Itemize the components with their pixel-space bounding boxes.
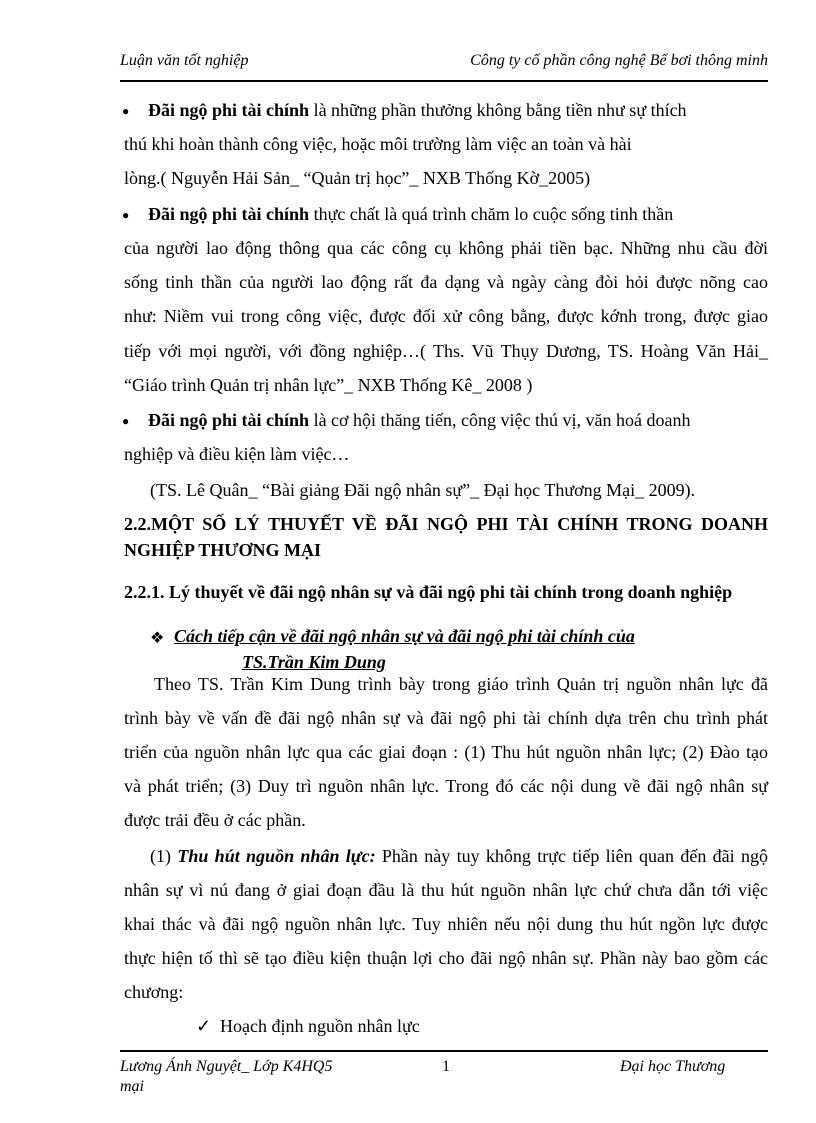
footer-right: Đại học Thương bbox=[620, 1058, 726, 1075]
paragraph-1-line-5: được trải đều ở các phần. bbox=[124, 810, 306, 830]
header-right: Công ty cổ phần công nghệ Bể bơi thông minh bbox=[470, 52, 768, 69]
paragraph-2-prefix: (1) bbox=[150, 846, 178, 866]
bullet-2-text: thực chất là quá trình chăm lo cuộc sống tinh thần bbox=[309, 204, 674, 224]
bullet-2-line-2: của người lao động thông qua các công cụ không phải tiền bạc. Những nhu cầu đời bbox=[124, 238, 768, 258]
bullet-3-term: Đãi ngộ phi tài chính bbox=[148, 410, 310, 430]
bullet-1-line-3: lòng.( Nguyễn Hải Sản_ “Quản trị học”_ NXB Thống Kờ_2005) bbox=[124, 168, 591, 188]
approach-heading-line-1: Cách tiếp cận về đãi ngộ nhân sự và đãi ngộ phi tài chính của bbox=[174, 626, 635, 646]
paragraph-2-term: Thu hút nguồn nhân lực: bbox=[177, 846, 376, 866]
page-header bbox=[120, 52, 768, 82]
bullet-2-term: Đãi ngộ phi tài chính bbox=[148, 204, 310, 224]
paragraph-1-line-3: triển của nguồn nhân lực qua các giai đoạn : (1) Thu hút nguồn nhân lực; (2) Đào tạo bbox=[124, 742, 768, 762]
bullet-3-citation: (TS. Lê Quân_ “Bài giảng Đãi ngộ nhân sự”_ Đại học Thương Mại_ 2009). bbox=[150, 480, 696, 500]
paragraph-1-line-4: và phát triển; (3) Duy trì nguồn nhân lực. Trong đó các nội dung về đãi ngộ nhân sự bbox=[124, 776, 768, 796]
bullet-1-text: là những phần thưởng không bằng tiền như sự thích bbox=[309, 100, 687, 120]
bullet-icon: ● bbox=[122, 208, 130, 222]
section-heading-line-1: 2.2.MỘT SỐ LÝ THUYẾT VỀ ĐÃI NGỘ PHI TÀI CHÍNH TRONG DOANH bbox=[124, 514, 768, 534]
paragraph-1-line-1: Theo TS. Trần Kim Dung trình bày trong giáo trình Quản trị nguồn nhân lực đã bbox=[154, 674, 768, 694]
paragraph-2-line-1 bbox=[150, 846, 768, 866]
bullet-2-line-1 bbox=[124, 204, 673, 224]
bullet-1-line-1 bbox=[124, 100, 687, 120]
paragraph-1-line-2: trình bày về vấn đề đãi ngộ nhân sự và đãi ngộ phi tài chính dựa trên chu trình phát bbox=[124, 708, 768, 728]
footer-left-cont: mại bbox=[120, 1078, 144, 1095]
paragraph-2-line-4: thực hiện tố thì sẽ tạo điều kiện thuận lợi cho đãi ngộ nhân sự. Phần này bao gồm các bbox=[124, 948, 768, 968]
section-heading-line-2: NGHIỆP THƯƠNG MẠI bbox=[124, 540, 322, 560]
bullet-2-line-3: sống tinh thần của người lao động rất đa dạng và ngày càng đòi hỏi được nõng cao bbox=[124, 272, 768, 292]
bullet-3-text: là cơ hội thăng tiến, công việc thú vị, văn hoá doanh bbox=[309, 410, 691, 430]
bullet-2-line-4: như: Niềm vui trong công việc, được đối xử công bằng, được kớnh trong, được giao bbox=[124, 306, 768, 326]
page-number: 1 bbox=[442, 1058, 450, 1075]
footer-left: Lương Ánh Nguyệt_ Lớp K4HQ5 bbox=[120, 1058, 333, 1075]
bullet-3-line-2: nghiệp và điều kiện làm việc… bbox=[124, 444, 350, 464]
header-left: Luận văn tốt nghiệp bbox=[120, 52, 249, 69]
approach-heading-line-2: TS.Trần Kim Dung bbox=[242, 652, 386, 672]
diamond-bullet-icon: ❖ bbox=[150, 630, 165, 647]
paragraph-2-line-2: nhân sự vì nú đang ở giai đoạn đầu là thu hút nguồn nhân lực chứ chưa dẫn tới việc bbox=[124, 880, 768, 900]
bullet-2-line-5: tiếp với mọi người, với đồng nghiệp…( Ths. Vũ Thụy Dương, TS. Hoàng Văn Hải_ bbox=[124, 341, 768, 361]
bullet-1-term: Đãi ngộ phi tài chính bbox=[148, 100, 310, 120]
page-footer bbox=[120, 1050, 768, 1095]
paragraph-2-line-3: khai thác và đãi ngộ nguồn nhân lực. Tuy nhiên nếu nội dung thu hút ngồn lực được bbox=[124, 914, 768, 934]
bullet-icon: ● bbox=[122, 414, 130, 428]
bullet-3-line-1 bbox=[124, 410, 690, 430]
bullet-icon: ● bbox=[122, 104, 130, 118]
bullet-1-line-2: thú khi hoàn thành công việc, hoặc môi trường làm việc an toàn và hài bbox=[124, 134, 632, 154]
bullet-2-line-6: “Giáo trình Quản trị nhân lực”_ NXB Thống Kê_ 2008 ) bbox=[124, 375, 533, 395]
check-item: Hoạch định nguồn nhân lực bbox=[220, 1016, 420, 1036]
paragraph-2-text: Phần này tuy không trực tiếp liên quan đến đãi ngộ bbox=[375, 846, 768, 866]
paragraph-2-line-5: chương: bbox=[124, 982, 184, 1002]
subsection-heading: 2.2.1. Lý thuyết về đãi ngộ nhân sự và đãi ngộ phi tài chính trong doanh nghiệp bbox=[124, 582, 733, 602]
check-icon: ✓ bbox=[196, 1016, 212, 1036]
